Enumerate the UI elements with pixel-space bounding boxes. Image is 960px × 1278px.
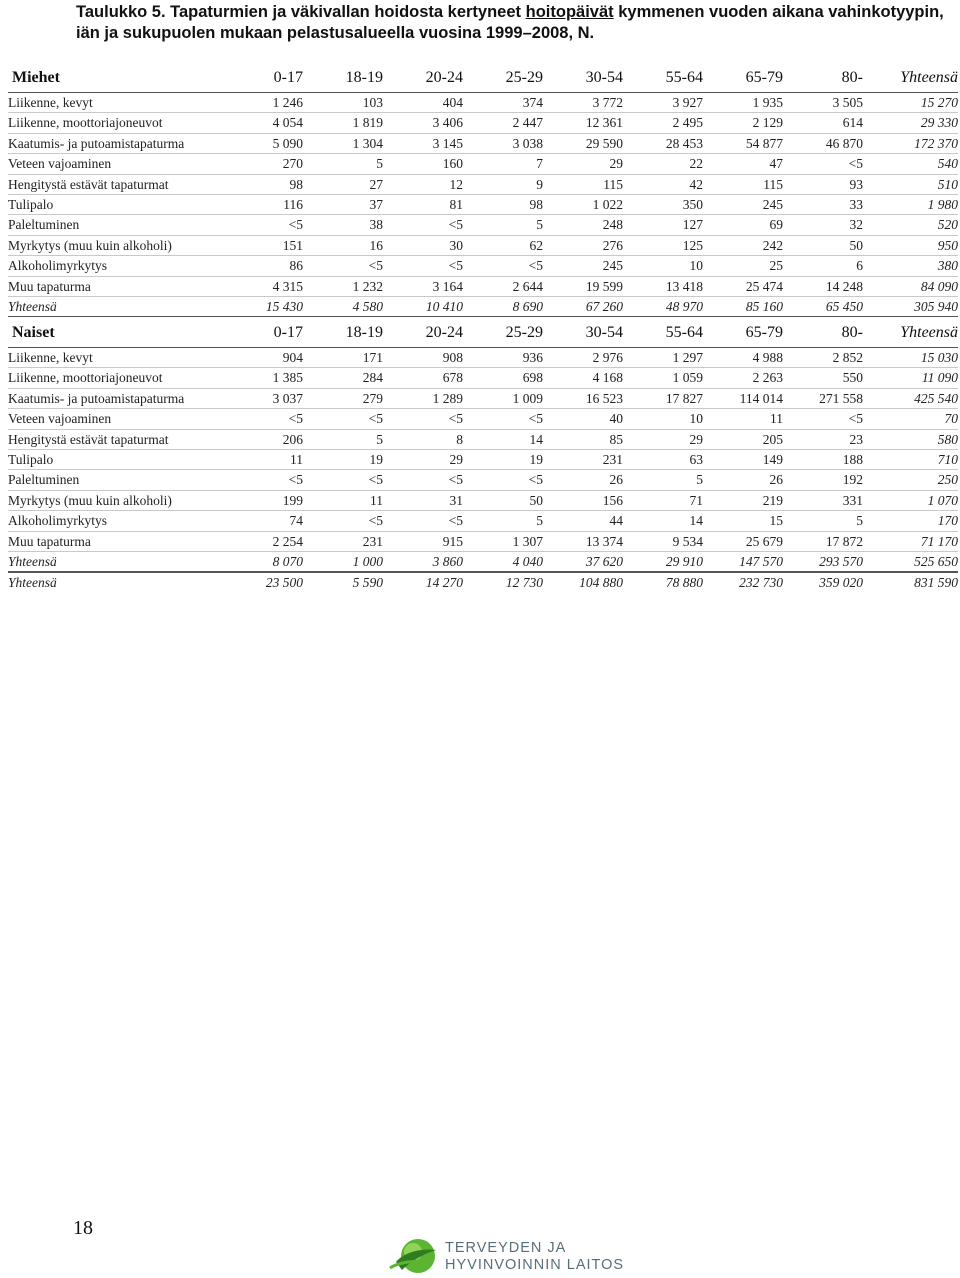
table-cell: 908: [383, 348, 463, 368]
table-cell: 6: [783, 256, 863, 276]
table-cell: 15 430: [240, 297, 303, 317]
table-cell: 8: [383, 429, 463, 449]
row-total-cell: 380: [863, 256, 958, 276]
table-cell: 2 495: [623, 113, 703, 133]
table-row: [8, 511, 958, 531]
table-cell: 5: [303, 154, 383, 174]
table-cell: 11: [240, 450, 303, 470]
col-header: 30-54: [543, 319, 623, 348]
table-cell: 1 935: [703, 93, 783, 113]
table-cell: 2 644: [463, 276, 543, 296]
table-cell: 86: [240, 256, 303, 276]
row-label: Myrkytys (muu kuin alkoholi): [8, 490, 240, 510]
total-row: [8, 297, 958, 317]
table-cell: 374: [463, 93, 543, 113]
table-title: [76, 2, 946, 44]
table-cell: 10: [623, 409, 703, 429]
title-text-end: kymmenen vuoden aikana vahinkotyypin, iän ja sukupuolen mukaan pelastusalueella vuosina 1999–2008, N.: [76, 3, 944, 42]
table-cell: 188: [783, 450, 863, 470]
col-header: 25-29: [463, 64, 543, 93]
row-label: Veteen vajoaminen: [8, 154, 240, 174]
table-cell: 7: [463, 154, 543, 174]
col-header-total: Yhteensä: [863, 64, 958, 93]
table-cell: 206: [240, 429, 303, 449]
table-cell: <5: [463, 256, 543, 276]
table-cell: 231: [543, 450, 623, 470]
row-total-cell: 250: [863, 470, 958, 490]
table-cell: 85 160: [703, 297, 783, 317]
table-cell: 4 168: [543, 368, 623, 388]
table-cell: 1 304: [303, 133, 383, 153]
table-cell: 125: [623, 235, 703, 255]
table-cell: 1 059: [623, 368, 703, 388]
row-label: Yhteensä: [8, 575, 57, 590]
col-header-total: Yhteensä: [863, 319, 958, 348]
table-cell: 5 090: [240, 133, 303, 153]
table-cell: 25: [703, 256, 783, 276]
row-label: Myrkytys (muu kuin alkoholi): [8, 235, 240, 255]
table-cell: 69: [703, 215, 783, 235]
row-label: Paleltuminen: [8, 470, 240, 490]
table-cell: 3 038: [463, 133, 543, 153]
table-cell: 1 000: [303, 552, 383, 572]
table-cell: 17 872: [783, 531, 863, 551]
table-cell: <5: [303, 511, 383, 531]
table-cell: 219: [703, 490, 783, 510]
table-row: [8, 154, 958, 174]
table-cell: 293 570: [783, 552, 863, 572]
row-label: Hengitystä estävät tapaturmat: [8, 174, 240, 194]
table-row: [8, 450, 958, 470]
col-header: 0-17: [240, 64, 303, 93]
table-cell: 1 232: [303, 276, 383, 296]
table-cell: 3 037: [240, 388, 303, 408]
table-cell: 279: [303, 388, 383, 408]
table-cell: 3 505: [783, 93, 863, 113]
col-header: 20-24: [383, 319, 463, 348]
table-cell: 8 690: [463, 297, 543, 317]
table-row: [8, 133, 958, 153]
table-row: [8, 429, 958, 449]
total-row: [8, 573, 958, 592]
row-label: Muu tapaturma: [8, 276, 240, 296]
col-header: 30-54: [543, 64, 623, 93]
table-cell: <5: [383, 470, 463, 490]
table-cell: 29 590: [543, 133, 623, 153]
row-label: Alkoholimyrkytys: [8, 511, 240, 531]
total-row: [8, 552, 958, 572]
table-cell: 12 730: [505, 575, 543, 590]
row-total-cell: 525 650: [863, 552, 958, 572]
row-total-cell: 710: [863, 450, 958, 470]
table-cell: 42: [623, 174, 703, 194]
table-cell: 62: [463, 235, 543, 255]
table-cell: 16: [303, 235, 383, 255]
row-total-cell: 950: [863, 235, 958, 255]
women-section-label: Naiset: [8, 319, 240, 348]
table-cell: 156: [543, 490, 623, 510]
row-total-cell: 1 070: [863, 490, 958, 510]
table-cell: 116: [240, 195, 303, 215]
table-cell: 4 040: [463, 552, 543, 572]
table-cell: 245: [543, 256, 623, 276]
table-cell: 50: [463, 490, 543, 510]
table-cell: 9 534: [623, 531, 703, 551]
table-cell: 33: [783, 195, 863, 215]
table-cell: 38: [303, 215, 383, 235]
table-cell: 231: [303, 531, 383, 551]
grand-total-section: [8, 572, 958, 592]
table-cell: 1 819: [303, 113, 383, 133]
table-cell: 271 558: [783, 388, 863, 408]
table-cell: 149: [703, 450, 783, 470]
table-cell: 37: [303, 195, 383, 215]
table-cell: 65 450: [783, 297, 863, 317]
table-cell: 915: [383, 531, 463, 551]
row-label: Alkoholimyrkytys: [8, 256, 240, 276]
table-cell: 1 385: [240, 368, 303, 388]
table-cell: 4 315: [240, 276, 303, 296]
table-cell: 2 263: [703, 368, 783, 388]
row-total-cell: 425 540: [863, 388, 958, 408]
table-row: [8, 409, 958, 429]
table-cell: 3 860: [383, 552, 463, 572]
table-cell: 2 852: [783, 348, 863, 368]
table-cell: 270: [240, 154, 303, 174]
row-total-cell: 29 330: [863, 113, 958, 133]
table-cell: 50: [783, 235, 863, 255]
table-cell: 13 418: [623, 276, 703, 296]
table-cell: 14: [623, 511, 703, 531]
table-cell: <5: [463, 409, 543, 429]
table-cell: 127: [623, 215, 703, 235]
table-cell: 2 129: [703, 113, 783, 133]
table-row: [8, 93, 958, 113]
table-cell: 29: [623, 429, 703, 449]
grand-total-table: [8, 573, 958, 592]
table-cell: 151: [240, 235, 303, 255]
table-row: [8, 256, 958, 276]
col-header: 55-64: [623, 64, 703, 93]
table-cell: 3 772: [543, 93, 623, 113]
table-cell: 46 870: [783, 133, 863, 153]
table-row: [8, 113, 958, 133]
table-cell: <5: [240, 215, 303, 235]
table-cell: 12 361: [543, 113, 623, 133]
row-label: Veteen vajoaminen: [8, 409, 240, 429]
table-cell: 13 374: [543, 531, 623, 551]
row-total-cell: 540: [863, 154, 958, 174]
table-cell: 5 590: [352, 575, 383, 590]
table-cell: 276: [543, 235, 623, 255]
table-cell: 23: [783, 429, 863, 449]
table-cell: <5: [240, 470, 303, 490]
table-cell: 205: [703, 429, 783, 449]
table-cell: 5: [623, 470, 703, 490]
table-cell: <5: [303, 409, 383, 429]
table-cell: 3 406: [383, 113, 463, 133]
col-header: 55-64: [623, 319, 703, 348]
table-cell: 4 580: [303, 297, 383, 317]
col-header: 0-17: [240, 319, 303, 348]
table-cell: 14 248: [783, 276, 863, 296]
table-cell: 74: [240, 511, 303, 531]
table-cell: 17 827: [623, 388, 703, 408]
row-label: Hengitystä estävät tapaturmat: [8, 429, 240, 449]
row-total-cell: 580: [863, 429, 958, 449]
table-cell: 16 523: [543, 388, 623, 408]
table-cell: 5: [463, 215, 543, 235]
table-cell: <5: [303, 256, 383, 276]
women-table: [8, 319, 958, 572]
table-row: [8, 368, 958, 388]
row-label: Liikenne, moottoriajoneuvot: [8, 113, 240, 133]
col-header: 80-: [783, 64, 863, 93]
table-cell: 1 297: [623, 348, 703, 368]
row-total-cell: 84 090: [863, 276, 958, 296]
row-total-cell: 510: [863, 174, 958, 194]
table-cell: 29 910: [623, 552, 703, 572]
row-total-cell: 520: [863, 215, 958, 235]
row-total-cell: 71 170: [863, 531, 958, 551]
table-cell: 48 970: [623, 297, 703, 317]
col-header: 65-79: [703, 64, 783, 93]
table-cell: 232 730: [739, 575, 783, 590]
row-label: Kaatumis- ja putoamistapaturma: [8, 133, 240, 153]
row-label: Liikenne, kevyt: [8, 93, 240, 113]
table-cell: 14: [463, 429, 543, 449]
row-label: Muu tapaturma: [8, 531, 240, 551]
table-cell: 2 254: [240, 531, 303, 551]
table-cell: 93: [783, 174, 863, 194]
table-cell: 29: [383, 450, 463, 470]
table-cell: <5: [303, 470, 383, 490]
table-cell: 3 145: [383, 133, 463, 153]
row-total-cell: 70: [863, 409, 958, 429]
table-cell: 19 599: [543, 276, 623, 296]
table-cell: 115: [703, 174, 783, 194]
table-cell: 10 410: [383, 297, 463, 317]
table-cell: 40: [543, 409, 623, 429]
table-row: [8, 235, 958, 255]
table-cell: <5: [463, 470, 543, 490]
table-cell: 12: [383, 174, 463, 194]
table-cell: 11: [703, 409, 783, 429]
table-cell: <5: [383, 256, 463, 276]
table-cell: 47: [703, 154, 783, 174]
row-label: Yhteensä: [8, 552, 240, 572]
row-total-cell: 170: [863, 511, 958, 531]
col-header: 18-19: [303, 64, 383, 93]
table-cell: 23 500: [265, 575, 303, 590]
row-total-cell: 172 370: [863, 133, 958, 153]
table-cell: 19: [463, 450, 543, 470]
table-cell: 4 988: [703, 348, 783, 368]
table-cell: 9: [463, 174, 543, 194]
table-cell: 5: [463, 511, 543, 531]
row-label: Yhteensä: [8, 297, 240, 317]
table-cell: 114 014: [703, 388, 783, 408]
table-cell: 171: [303, 348, 383, 368]
table-cell: 678: [383, 368, 463, 388]
table-row: [8, 531, 958, 551]
table-cell: 1 246: [240, 93, 303, 113]
table-cell: 32: [783, 215, 863, 235]
table-row: [8, 195, 958, 215]
table-cell: 98: [240, 174, 303, 194]
table-cell: 5: [783, 511, 863, 531]
table-cell: 26: [703, 470, 783, 490]
col-header: 20-24: [383, 64, 463, 93]
table-cell: 359 020: [819, 575, 863, 590]
table-cell: 37 620: [543, 552, 623, 572]
table-cell: 350: [623, 195, 703, 215]
table-cell: 698: [463, 368, 543, 388]
table-cell: 160: [383, 154, 463, 174]
row-total-cell: 1 980: [863, 195, 958, 215]
table-cell: 1 307: [463, 531, 543, 551]
table-cell: 104 880: [579, 575, 623, 590]
table-cell: 8 070: [240, 552, 303, 572]
table-cell: 550: [783, 368, 863, 388]
table-cell: 199: [240, 490, 303, 510]
col-header: 80-: [783, 319, 863, 348]
logo-line-1: TERVEYDEN JA: [445, 1240, 567, 1256]
women-header-row: [8, 319, 958, 348]
table-cell: 29: [543, 154, 623, 174]
table-cell: 81: [383, 195, 463, 215]
table-row: [8, 348, 958, 368]
organization-logo-text: [445, 1240, 624, 1274]
table-cell: 904: [240, 348, 303, 368]
table-cell: 78 880: [665, 575, 703, 590]
table-cell: 10: [623, 256, 703, 276]
table-row: [8, 470, 958, 490]
row-label: Tulipalo: [8, 450, 240, 470]
row-total-cell: 305 940: [863, 297, 958, 317]
logo-line-2: HYVINVOINNIN LAITOS: [445, 1257, 625, 1273]
table-cell: 85: [543, 429, 623, 449]
table-cell: <5: [783, 409, 863, 429]
table-row: [8, 215, 958, 235]
table-cell: 2 447: [463, 113, 543, 133]
table-cell: 192: [783, 470, 863, 490]
table-cell: 25 679: [703, 531, 783, 551]
table-cell: 331: [783, 490, 863, 510]
table-cell: 30: [383, 235, 463, 255]
title-underlined-word: hoitopäivät: [525, 3, 614, 21]
table-cell: 71: [623, 490, 703, 510]
row-total-cell: 11 090: [863, 368, 958, 388]
men-header-row: [8, 64, 958, 93]
table-cell: 19: [303, 450, 383, 470]
table-cell: <5: [783, 154, 863, 174]
row-label: Kaatumis- ja putoamistapaturma: [8, 388, 240, 408]
col-header: 18-19: [303, 319, 383, 348]
table-cell: 22: [623, 154, 703, 174]
table-cell: 248: [543, 215, 623, 235]
table-cell: <5: [383, 409, 463, 429]
table-cell: 28 453: [623, 133, 703, 153]
table-cell: 14 270: [425, 575, 463, 590]
table-cell: 242: [703, 235, 783, 255]
table-row: [8, 388, 958, 408]
table-cell: 284: [303, 368, 383, 388]
table-cell: 1 022: [543, 195, 623, 215]
table-cell: 1 289: [383, 388, 463, 408]
table-cell: 103: [303, 93, 383, 113]
table-cell: 614: [783, 113, 863, 133]
table-cell: 54 877: [703, 133, 783, 153]
table-cell: 11: [303, 490, 383, 510]
col-header: 65-79: [703, 319, 783, 348]
table-cell: 26: [543, 470, 623, 490]
table-cell: <5: [383, 511, 463, 531]
table-cell: 115: [543, 174, 623, 194]
row-label: Tulipalo: [8, 195, 240, 215]
page-number: 18: [73, 1217, 93, 1239]
table-cell: 67 260: [543, 297, 623, 317]
table-cell: 245: [703, 195, 783, 215]
men-section-label: Miehet: [8, 64, 240, 93]
table-cell: 15: [703, 511, 783, 531]
row-label: Liikenne, moottoriajoneuvot: [8, 368, 240, 388]
table-cell: 1 009: [463, 388, 543, 408]
table-cell: 3 927: [623, 93, 703, 113]
table-cell: 98: [463, 195, 543, 215]
row-label: Paleltuminen: [8, 215, 240, 235]
row-total-cell: 15 270: [863, 93, 958, 113]
table-cell: 2 976: [543, 348, 623, 368]
row-label: Liikenne, kevyt: [8, 348, 240, 368]
col-header: 25-29: [463, 319, 543, 348]
title-text: Taulukko 5. Tapaturmien ja väkivallan hoidosta kertyneet: [76, 3, 526, 21]
table-row: [8, 174, 958, 194]
table-row: [8, 276, 958, 296]
table-cell: 4 054: [240, 113, 303, 133]
table-cell: 936: [463, 348, 543, 368]
table-row: [8, 490, 958, 510]
row-total-cell: 15 030: [863, 348, 958, 368]
table-cell: 27: [303, 174, 383, 194]
table-cell: 3 164: [383, 276, 463, 296]
row-total-cell: 831 590: [914, 575, 958, 590]
table-cell: 63: [623, 450, 703, 470]
table-cell: <5: [240, 409, 303, 429]
men-table: [8, 64, 958, 317]
table-cell: 31: [383, 490, 463, 510]
table-cell: <5: [383, 215, 463, 235]
table-cell: 44: [543, 511, 623, 531]
table-cell: 147 570: [703, 552, 783, 572]
table-cell: 25 474: [703, 276, 783, 296]
table-cell: 5: [303, 429, 383, 449]
table-cell: 404: [383, 93, 463, 113]
